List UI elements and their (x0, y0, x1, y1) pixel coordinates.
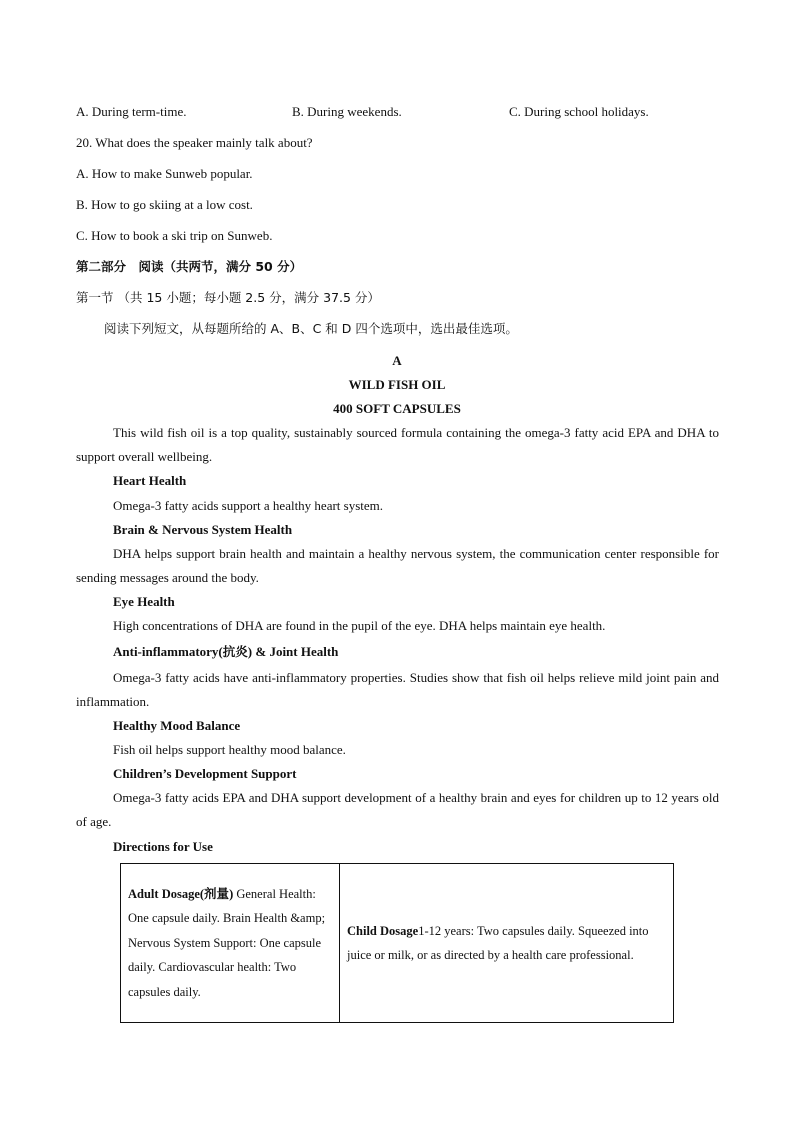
body-heart-health: Omega-3 fatty acids support a healthy heart system. (113, 498, 384, 513)
heading-heart-health: Heart Health (113, 473, 187, 488)
part2-title: 第二部分 阅读（共两节，满分 50 分） (76, 259, 303, 274)
q20-option-c: C. How to book a ski trip on Sunweb. (76, 228, 273, 243)
body-eye-health: High concentrations of DHA are found in the pupil of the eye. DHA helps maintain eye health. (113, 618, 606, 633)
heading-brain-health: Brain & Nervous System Health (113, 522, 293, 537)
q19-option-a: A. During term-time. (76, 104, 187, 119)
heading-directions: Directions for Use (113, 839, 213, 854)
adult-dosage-text: General Health: One capsule daily. Brain Health &amp; Nervous System Support: One capsule daily. Cardiovascular health: Two capsules daily. (128, 886, 326, 999)
directions-table (120, 863, 674, 1023)
q20-option-b: B. How to go skiing at a low cost. (76, 197, 253, 212)
q20-question: 20. What does the speaker mainly talk about? (76, 135, 313, 150)
passage-letter: A (392, 353, 402, 368)
adult-dosage-label-post: ) (229, 886, 234, 901)
heading-eye-health: Eye Health (113, 594, 175, 609)
heading-anti-inflammatory-post: ) & Joint Health (247, 644, 339, 659)
heading-anti-inflammatory-cjk: 抗炎 (222, 644, 248, 659)
adult-dosage-label-pre: Adult Dosage( (128, 886, 205, 901)
heading-anti-inflammatory (113, 644, 338, 660)
adult-dosage-cell (121, 864, 340, 1023)
adult-dosage-label (128, 887, 233, 901)
child-dosage-label: Child Dosage (347, 923, 419, 938)
body-brain-health: DHA helps support brain health and maintain a healthy nervous system, the communication center responsible for sending messages around the body. (76, 546, 719, 585)
heading-anti-inflammatory-pre: Anti-inflammatory( (113, 644, 223, 659)
passage-title: WILD FISH OIL (348, 377, 446, 392)
passage-intro: This wild fish oil is a top quality, sustainably sourced formula containing the omega-3 fatty acid EPA and DHA to support overall wellbeing. (76, 425, 719, 464)
section1-title: 第一节 （共 15 小题；每小题 2.5 分，满分 37.5 分） (76, 290, 380, 305)
body-anti-inflammatory: Omega-3 fatty acids have anti-inflammatory properties. Studies show that fish oil helps relieve mild joint pain and inflammation. (76, 670, 719, 709)
body-children-development: Omega-3 fatty acids EPA and DHA support development of a healthy brain and eyes for children up to 12 years old of age. (76, 790, 719, 829)
body-mood-balance: Fish oil helps support healthy mood balance. (113, 742, 346, 757)
heading-mood-balance: Healthy Mood Balance (113, 718, 241, 733)
adult-dosage-label-cjk: 剂量 (204, 885, 230, 901)
q19-option-b: B. During weekends. (292, 104, 402, 119)
reading-instruction: 阅读下列短文，从每题所给的 A、B、C 和 D 四个选项中，选出最佳选项。 (104, 321, 518, 336)
directions-table-row (121, 864, 674, 1023)
child-dosage-cell (340, 864, 674, 1023)
q20-option-a: A. How to make Sunweb popular. (76, 166, 253, 181)
passage-subtitle: 400 SOFT CAPSULES (333, 401, 461, 416)
heading-children-development: Children’s Development Support (113, 766, 297, 781)
child-dosage-text: 1-12 years: Two capsules daily. Squeezed into juice or milk, or as directed by a health care professional. (347, 923, 649, 962)
q19-option-c: C. During school holidays. (509, 104, 649, 119)
